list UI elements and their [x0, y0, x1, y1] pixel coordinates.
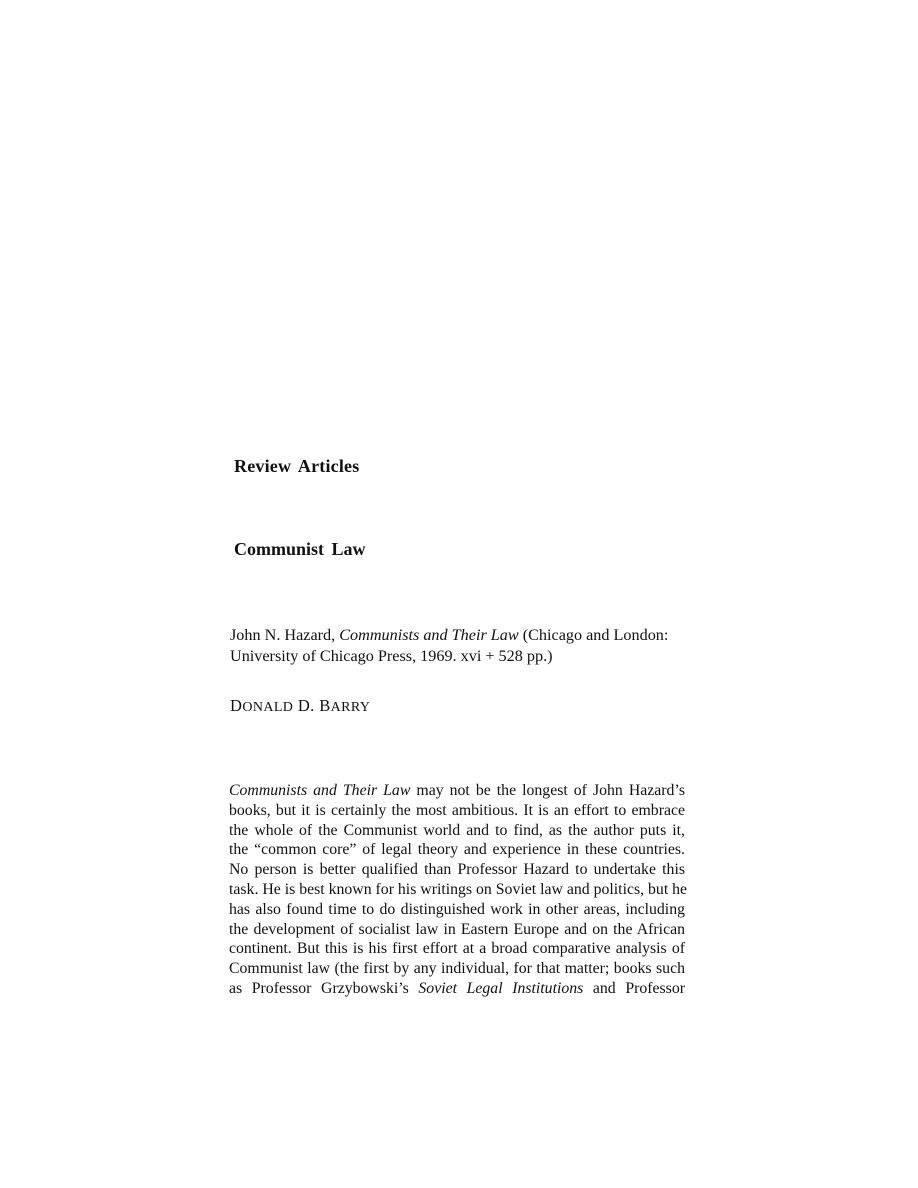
- body-line: continent. But this is his first effort at a broad comparative analysis of: [229, 940, 685, 958]
- body-line: books, but it is certainly the most ambitious. It is an effort to embrace: [229, 801, 685, 819]
- section-heading: Review Articles: [234, 456, 360, 476]
- cited-book-title: Soviet Legal Institutions: [418, 979, 584, 997]
- article-title: Communist Law: [234, 539, 366, 559]
- citation-line: University of Chicago Press, 1969. xvi + 528 pp.): [230, 647, 553, 665]
- cited-book-title: Communists and Their Law: [339, 626, 519, 644]
- body-book-title: Communists and Their Law: [229, 782, 411, 799]
- reviewer-name: DONALD D. BARRY: [230, 696, 371, 715]
- body-line: the development of socialist law in Eastern Europe and on the African: [229, 920, 685, 938]
- body-paragraph: [229, 781, 688, 999]
- body-line: task. He is best known for his writings on Soviet law and politics, but he: [229, 880, 688, 898]
- body-line: Communists and Their Law may not be the longest of John Hazard’s: [229, 782, 685, 799]
- citation-publisher: (Chicago and London:: [518, 626, 669, 644]
- book-citation: [230, 625, 684, 667]
- body-line: the whole of the Communist world and to find, as the author puts it,: [229, 821, 685, 839]
- citation-line: [230, 625, 684, 646]
- body-line: as Professor Grzybowski’s Soviet Legal Institutions and Professor: [229, 979, 685, 997]
- cited-author: John N. Hazard,: [230, 626, 340, 644]
- body-line: has also found time to do distinguished work in other areas, including: [229, 900, 685, 918]
- body-line: No person is better qualified than Professor Hazard to undertake this: [229, 861, 685, 879]
- body-line: the “common core” of legal theory and experience in these countries.: [229, 841, 685, 859]
- body-line: Communist law (the first by any individual, for that matter; books such: [229, 960, 685, 978]
